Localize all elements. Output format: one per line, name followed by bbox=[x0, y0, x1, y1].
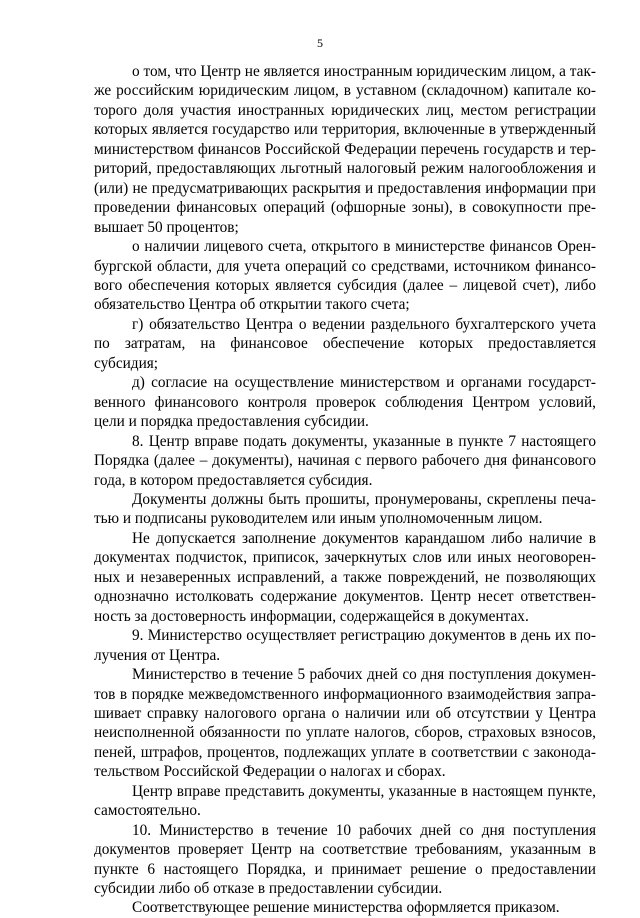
paragraph-clause-9: 9. Министерство осуществляет регистрацию документов в день их получения от Центра. bbox=[94, 627, 596, 664]
paragraph-clause-8: 8. Центр вправе подать документы, указанные в пункте 7 настоящего Порядка (далее – документы), начиная с первого рабочего дня финансового года, в котором предоставляется субсидия. bbox=[94, 432, 596, 489]
paragraph-clause-10: 10. Министерство в течение 10 рабочих дней со дня поступления документов проверяет Центр на соответствие требованиям, указанным в пункте 6 настоящего Порядка, и принимает решение о предоставлении субсидии либо об отказе в предоставлении субсидии. bbox=[94, 821, 596, 898]
paragraph-tax-certificate: Министерство в течение 5 рабочих дней со дня поступления документов в порядке межведомственного информационного взаимодействия запрашивает справку налогового органа о наличии или об отсутствии у Центра неисполненной обязанности по уплате налогов, сборов, страховых взносов, пеней, штрафов, процентов, подлежащих уплате в соответствии с законодательством Российской Федерации о налогах и сборах. bbox=[94, 666, 596, 781]
page-number: 5 bbox=[317, 36, 323, 50]
paragraph-order: Соответствующее решение министерства оформляется приказом. bbox=[132, 899, 560, 917]
document-body bbox=[94, 62, 596, 918]
paragraph-separate-accounting: г) обязательство Центра о ведении раздельного бухгалтерского учета по затратам, на финансовое обеспечение которых предоставляется субсидия; bbox=[94, 315, 596, 372]
paragraph-consent-inspections: д) согласие на осуществление министерством и органами государственного финансового контроля проверок соблюдения Центром условий, цели и порядка предоставления субсидии. bbox=[94, 374, 596, 431]
paragraph-documents-bound: Документы должны быть прошиты, пронумерованы, скреплены печатью и подписаны руководителем или иным уполномоченным лицом. bbox=[94, 490, 596, 528]
paragraph-offshore: о том, что Центр не является иностранным юридическим лицом, а также российским юридическим лицом, в уставном (складочном) капитале которого доля участия иностранных юридических лиц, местом регистрации которых является государство или территория, включенные в утвержденный министерством финансов Российской Федерации перечень государств и территорий, предоставляющих льготный налоговый режим налогообложения и (или) не предусматривающих раскрытия и предоставления информации при проведении финансовых операций (офшорные зоны), в совокупности превышает 50 процентов; bbox=[94, 63, 596, 236]
paragraph-personal-account: о наличии лицевого счета, открытого в министерстве финансов Оренбургской области, для учета операций со средствами, источником финансового обеспечения которых является субсидия (далее – лицевой счет), либо обязательство Центра об открытии такого счета; bbox=[94, 238, 596, 314]
paragraph-self-submit: Центр вправе представить документы, указанные в настоящем пункте, самостоятельно. bbox=[94, 782, 596, 820]
paragraph-no-pencil: Не допускается заполнение документов карандашом либо наличие в документах подчисток, приписок, зачеркнутых слов или иных неоговоренных и незаверенных исправлений, а также повреждений, не позволяющих однозначно истолковать содержание документов. Центр несет ответственность за достоверность информации, содержащейся в документах. bbox=[94, 529, 596, 625]
